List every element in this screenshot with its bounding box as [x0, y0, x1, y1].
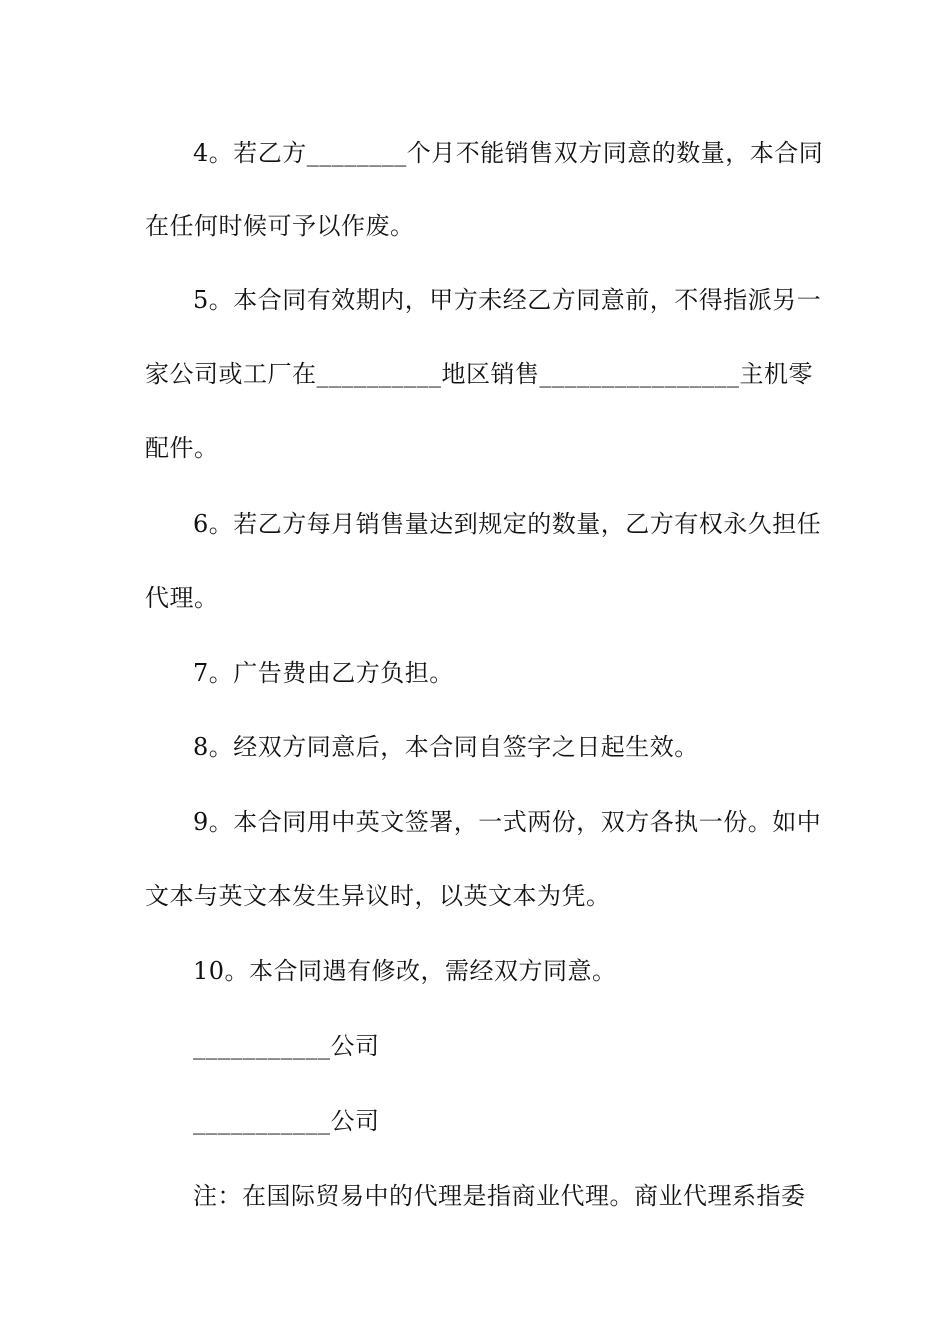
clause-5-line-1: 5。本合同有效期内，甲方未经乙方同意前，不得指派另一: [193, 286, 822, 314]
company-signature-line-1: ___________公司: [193, 1032, 380, 1060]
clause-5-line-2: 家公司或工厂在__________地区销售________________主机零: [145, 360, 813, 388]
clause-9-line-2: 文本与英文本发生异议时，以英文本为凭。: [145, 882, 611, 910]
clause-5-line-3: 配件。: [145, 434, 219, 462]
clause-6-line-2: 代理。: [145, 584, 219, 612]
clause-9-line-1: 9。本合同用中英文签署，一式两份，双方各执一份。如中: [193, 808, 822, 836]
clause-4-line-1: 4。若乙方________个月不能销售双方同意的数量，本合同: [193, 139, 824, 167]
clause-6-line-1: 6。若乙方每月销售量达到规定的数量，乙方有权永久担任: [193, 510, 822, 538]
clause-8: 8。经双方同意后，本合同自签字之日起生效。: [193, 733, 699, 761]
company-signature-line-2: ___________公司: [193, 1107, 380, 1135]
clause-4-line-2: 在任何时候可予以作废。: [145, 212, 415, 240]
clause-10: 10。本合同遇有修改，需经双方同意。: [193, 957, 617, 985]
clause-7: 7。广告费由乙方负担。: [193, 659, 454, 687]
note-line: 注：在国际贸易中的代理是指商业代理。商业代理系指委: [193, 1182, 806, 1210]
